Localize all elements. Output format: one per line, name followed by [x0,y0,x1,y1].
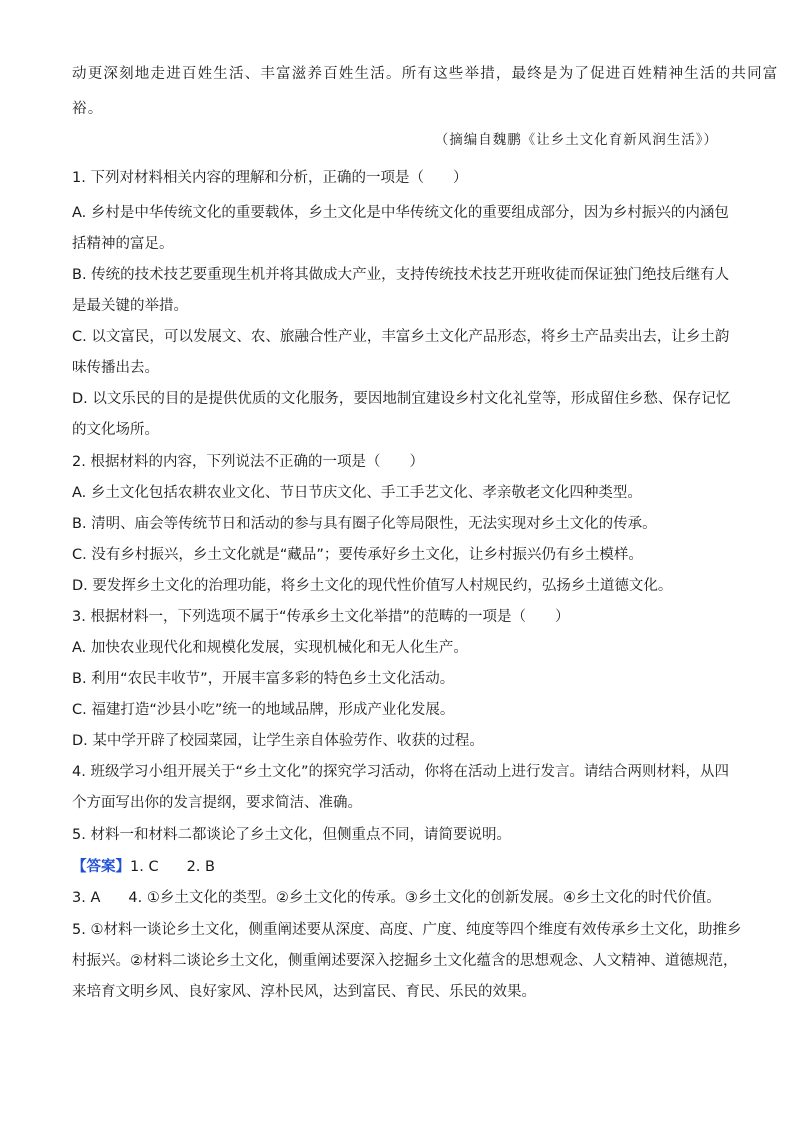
answer-5-cont: 村振兴。②材料二谈论乡土文化，侧重阐述要深入挖掘乡土文化蕴含的思想观念、人文精神、道德规范， [72,953,738,969]
question-3-option-a: A. 加快农业现代化和规模化发展，实现机械化和无人化生产。 [72,640,468,656]
answer-3: 3. A [72,890,101,906]
question-1-stem: 1. 下列对材料相关内容的理解和分析，正确的一项是（ ） [72,170,468,186]
question-4-stem: 4. 班级学习小组开展关于“乡土文化”的探究学习活动，你将在活动上进行发言。请结合两则材料，从四 [72,764,729,780]
question-3-option-c: C. 福建打造“沙县小吃”统一的地域品牌，形成产业化发展。 [72,702,455,718]
answer-5-cont: 来培育文明乡风、良好家风、淳朴民风，达到富民、育民、乐民的效果。 [72,984,536,1000]
answer-4: 4. ①乡土文化的类型。②乡土文化的传承。③乡土文化的创新发展。④乡土文化的时代价值。 [128,890,721,906]
question-1-option-c-cont: 味传播出去。 [72,360,159,376]
question-1-option-d-cont: 的文化场所。 [72,422,159,438]
question-2-option-b: B. 清明、庙会等传统节日和活动的参与具有圈子化等局限性，无法实现对乡土文化的传承。 [72,516,657,532]
passage-source: （摘编自魏鹏《让乡土文化育新风润生活》） [434,132,718,148]
passage-line: 动更深刻地走进百姓生活、丰富滋养百姓生活。所有这些举措，最终是为了促进百姓精神生活的共同富 [72,66,779,82]
question-2-stem: 2. 根据材料的内容，下列说法不正确的一项是（ ） [72,454,424,470]
question-1-option-a: A. 乡村是中华传统文化的重要载体，乡土文化是中华传统文化的重要组成部分，因为乡村振兴的内涵包 [72,205,729,221]
question-3-option-b: B. 利用“农民丰收节”，开展丰富多彩的特色乡土文化活动。 [72,671,455,687]
question-2-option-c: C. 没有乡村振兴，乡土文化就是“藏品”；要传承好乡土文化，让乡村振兴仍有乡土模样。 [72,547,643,563]
question-5-stem: 5. 材料一和材料二都谈论了乡土文化，但侧重点不同，请简要说明。 [72,827,511,843]
question-1-option-d: D. 以文乐民的目的是提供优质的文化服务，要因地制宜建设乡村文化礼堂等，形成留住乡愁、保存记忆 [72,391,731,407]
question-1-option-b-cont: 是最关键的举措。 [72,298,188,314]
answer-2: 2. B [186,859,215,875]
question-1-option-c: C. 以文富民，可以发展文、农、旅融合性产业，丰富乡土文化产品形态，将乡土产品卖出去，让乡土韵 [72,329,730,345]
passage-line: 裕。 [72,101,104,117]
question-1-option-a-cont: 括精神的富足。 [72,236,174,252]
answer-tag: 【答案】 [72,859,130,875]
question-2-option-d: D. 要发挥乡土文化的治理功能，将乡土文化的现代性价值写人村规民约，弘扬乡土道德文化。 [72,578,673,594]
question-3-option-d: D. 某中学开辟了校园菜园，让学生亲自体验劳作、收获的过程。 [72,733,484,749]
question-1-option-b: B. 传统的技术技艺要重现生机并将其做成大产业，支持传统技术技艺开班收徒而保证独门绝技后继有人 [72,267,730,283]
question-2-option-a: A. 乡土文化包括农耕农业文化、节日节庆文化、手工手艺文化、孝亲敬老文化四种类型。 [72,485,642,501]
answer-line [72,883,722,914]
answer-line [72,852,722,883]
answer-5: 5. ①材料一谈论乡土文化，侧重阐述要从深度、高度、广度、纯度等四个维度有效传承乡土文化，助推乡 [72,922,742,938]
question-3-stem: 3. 根据材料一，下列选项不属于“传承乡土文化举措”的范畴的一项是（ ） [72,609,570,625]
question-4-stem-cont: 个方面写出你的发言提纲，要求简洁、准确。 [72,795,362,811]
answer-1: 1. C [130,859,159,875]
